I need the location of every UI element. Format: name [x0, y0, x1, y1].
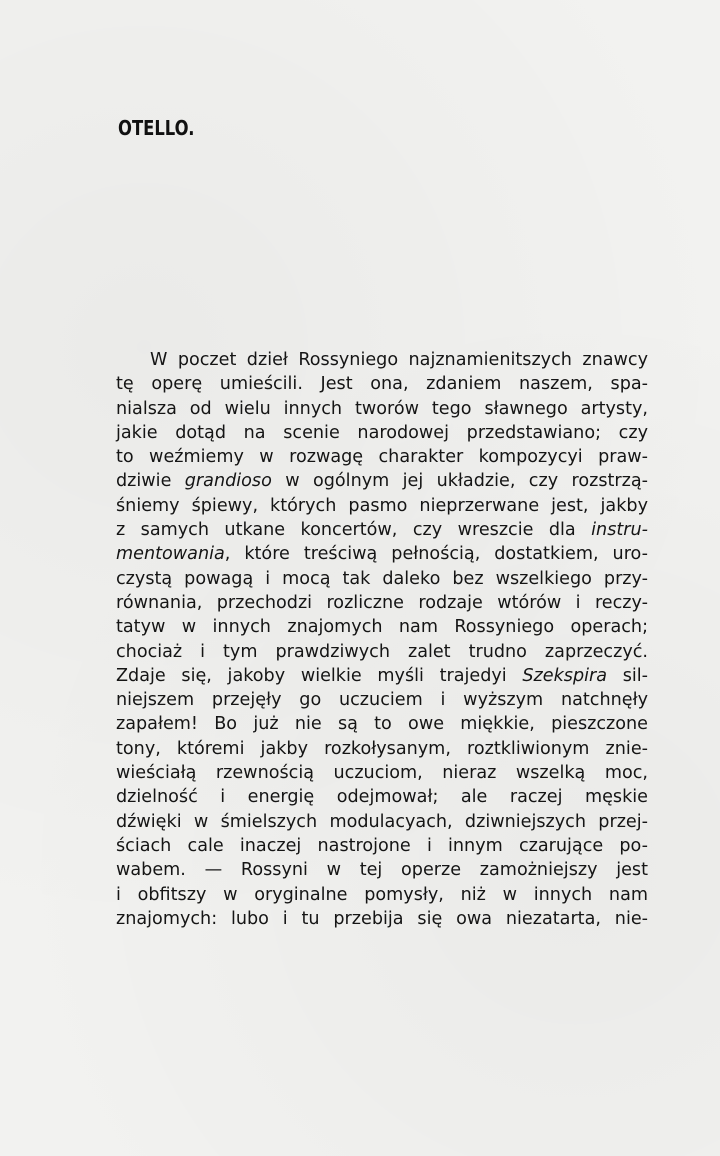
- text-run: wieściałą rzewnością uczuciom, nieraz wszelką moc,: [116, 763, 648, 784]
- text-line: [116, 615, 648, 639]
- text-run: chociaż i tym prawdziwych zalet trudno zaprzeczyć.: [116, 641, 648, 662]
- text-run: tatyw w innych znajomych nam Rossyniego operach;: [116, 617, 648, 638]
- text-run: sil-: [607, 665, 648, 686]
- text-run: dziwie: [116, 471, 185, 492]
- text-run: śniemy śpiewy, których pasmo nieprzerwane jest, jakby: [116, 495, 648, 516]
- text-run: jakie dotąd na scenie narodowej przedstawiano; czy: [116, 422, 648, 443]
- body-paragraph: [116, 348, 648, 931]
- text-line: [116, 518, 648, 542]
- text-run: dźwięki w śmielszych modulacyach, dziwniejszych przej-: [116, 811, 648, 832]
- text-run: równania, przechodzi rozliczne rodzaje wtórów i reczy-: [116, 592, 648, 613]
- text-line: [116, 883, 648, 907]
- text-line: [116, 737, 648, 761]
- text-line: [116, 907, 648, 931]
- text-line: [116, 372, 648, 396]
- text-run: zapałem! Bo już nie są to owe miękkie, pieszczone: [116, 714, 648, 735]
- italic-text: Szekspira: [522, 665, 608, 686]
- italic-text: mentowania: [116, 544, 225, 565]
- text-run: W poczet dzieł Rossyniego najznamienitszych znawcy: [150, 350, 648, 370]
- text-run: nialsza od wielu innych tworów tego sławnego artysty,: [116, 398, 648, 419]
- text-run: tę operę umieścili. Jest ona, zdaniem naszem, spa-: [116, 374, 648, 395]
- text-run: i obfitszy w oryginalne pomysły, niż w innych nam: [116, 884, 648, 905]
- text-run: , które treściwą pełnością, dostatkiem, uro-: [224, 544, 648, 565]
- text-line: [116, 469, 648, 493]
- text-line: [116, 688, 648, 712]
- text-line: [116, 445, 648, 469]
- text-run: dzielność i energię odejmował; ale raczej męskie: [116, 787, 648, 808]
- text-run: Zdaje się, jakoby wielkie myśli trajedyi: [116, 665, 523, 686]
- text-run: wabem. — Rossyni w tej operze zamożniejszy jest: [116, 860, 648, 881]
- italic-text: instru-: [591, 520, 648, 541]
- text-run: w ogólnym jej układzie, czy rozstrzą-: [271, 471, 648, 492]
- text-run: ściach cale inaczej nastrojone i innym czarujące po-: [116, 835, 648, 856]
- text-line: [116, 664, 648, 688]
- text-run: czystą powagą i mocą tak daleko bez wszelkiego przy-: [116, 568, 648, 589]
- text-line: [116, 640, 648, 664]
- text-line: [116, 761, 648, 785]
- text-line: [116, 712, 648, 736]
- text-run: to weźmiemy w rozwagę charakter kompozycyi praw-: [116, 447, 648, 468]
- text-line: [116, 494, 648, 518]
- text-run: z samych utkane koncertów, czy wreszcie dla: [116, 520, 592, 541]
- text-line: [116, 785, 648, 809]
- page-title: OTELLO.: [118, 116, 195, 140]
- text-line: [116, 397, 648, 421]
- text-run: tony, któremi jakby rozkołysanym, roztkliwionym znie-: [116, 738, 648, 759]
- text-line: [116, 567, 648, 591]
- text-line: [116, 421, 648, 445]
- text-run: znajomych: lubo i tu przebija się owa niezatarta, nie-: [116, 908, 648, 929]
- text-run: niejszem przejęły go uczuciem i wyższym natchnęły: [116, 690, 648, 711]
- text-line: [116, 348, 648, 372]
- text-line: [116, 591, 648, 615]
- text-line: [116, 834, 648, 858]
- text-line: [116, 542, 648, 566]
- text-line: [116, 858, 648, 882]
- text-line: [116, 810, 648, 834]
- italic-text: grandioso: [184, 471, 272, 492]
